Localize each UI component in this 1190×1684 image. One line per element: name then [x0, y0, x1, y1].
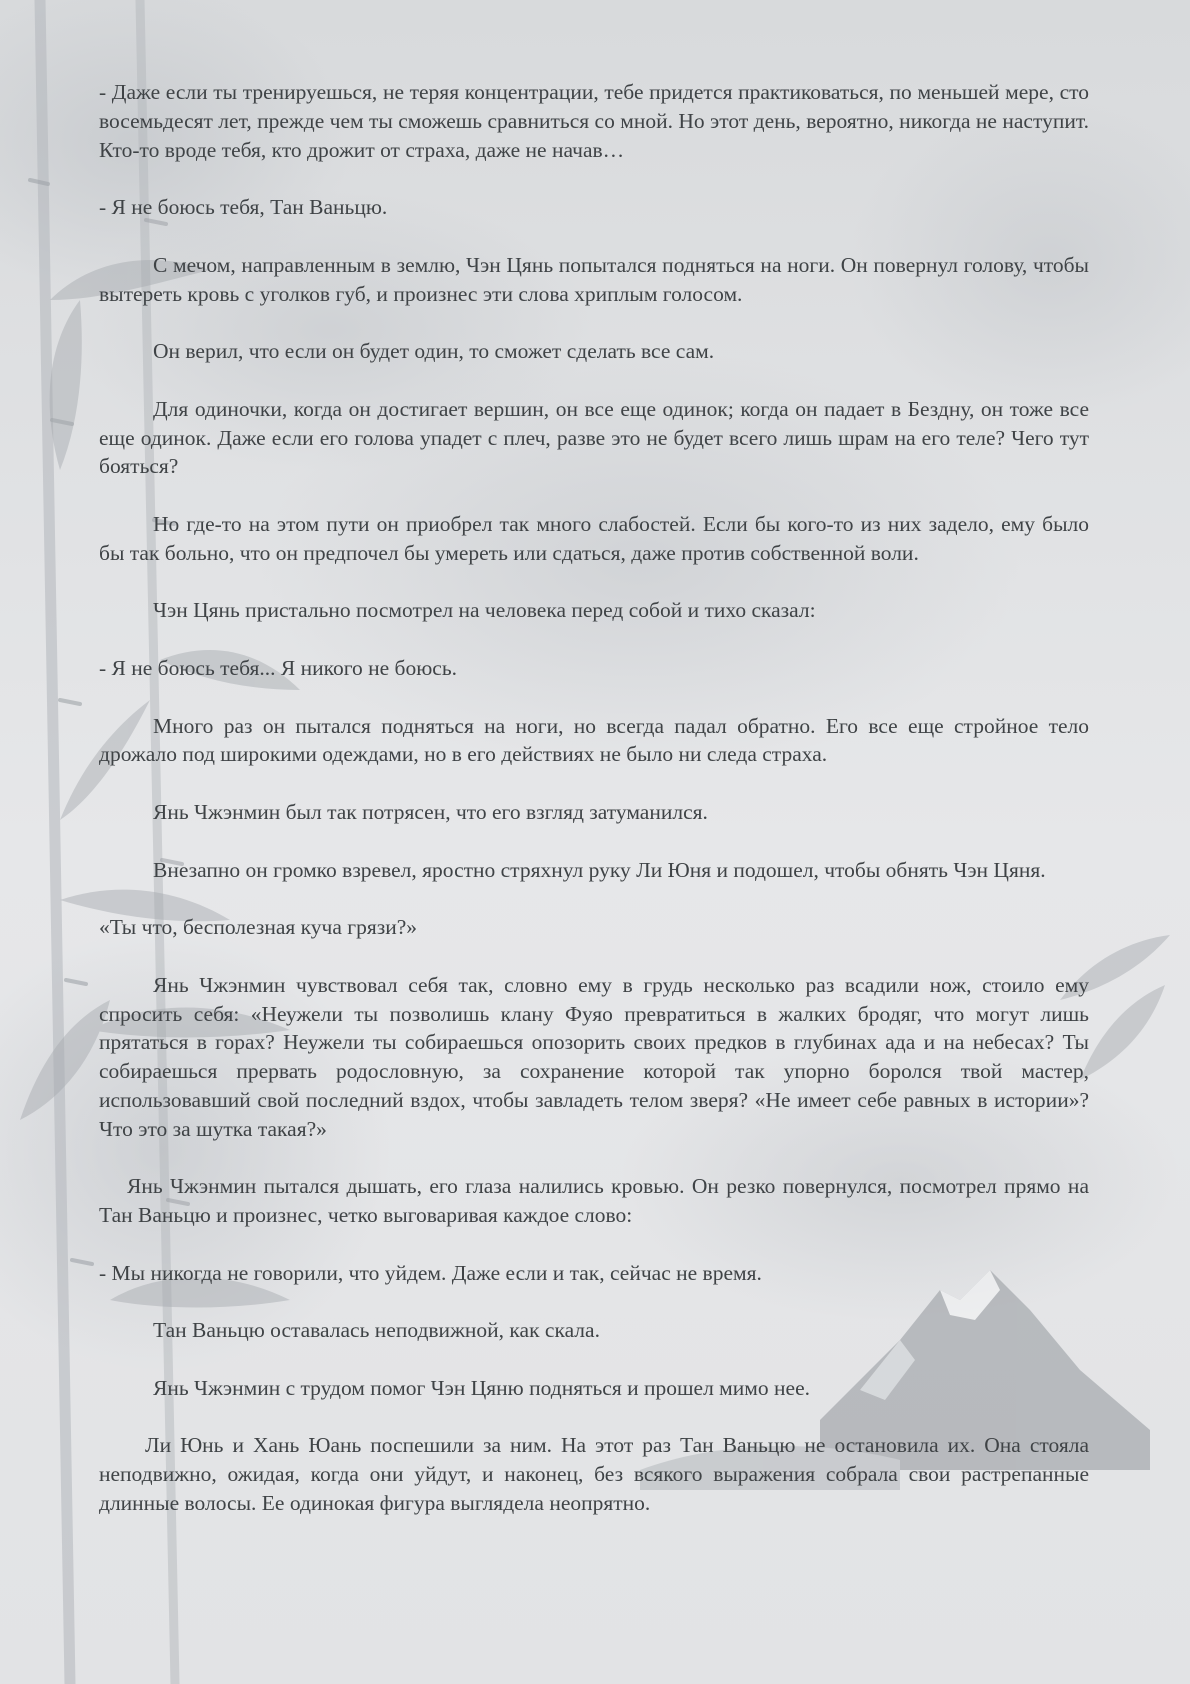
paragraph: Внезапно он громко взревел, яростно стряхнул руку Ли Юня и подошел, чтобы обнять Чэн Цяня.: [153, 857, 1046, 882]
paragraph: Янь Чжэнмин пытался дышать, его глаза налились кровью. Он резко повернулся, посмотрел прямо на Тан Ваньцю и произнес, четко выговаривая каждое слово:: [99, 1174, 1089, 1228]
document-body: [99, 78, 1089, 1547]
paragraph: Янь Чжэнмин с трудом помог Чэн Цяню подняться и прошел мимо нее.: [153, 1375, 810, 1400]
paragraph: «Ты что, бесполезная куча грязи?»: [99, 915, 418, 940]
paragraph: Янь Чжэнмин чувствовал себя так, словно ему в грудь несколько раз всадили нож, стоило ему спросить себя: «Неужели ты позволишь клану Фуяо превратиться в жалких бродяг, что могут лишь прятаться в горах? Неужели ты собираешься опозорить своих предков в глубинах ада и на небесах? Ты собираешься прервать родословную, за сохранение которой так упорно боролся твой мастер, использовавший свой последний вздох, чтобы завладеть телом зверя? «Не имеет себе равных в истории»? Что это за шутка такая?»: [99, 972, 1089, 1141]
paragraph: Для одиночки, когда он достигает вершин, он все еще одинок; когда он падает в Бездну, он тоже все еще одинок. Даже если его голова упадет с плеч, разве это не будет всего лишь шрам на его теле? Чего тут бояться?: [99, 396, 1089, 479]
paragraph: Ли Юнь и Хань Юань поспешили за ним. На этот раз Тан Ваньцю не остановила их. Она стояла неподвижно, ожидая, когда они уйдут, и наконец, без всякого выражения собрала свои растрепанные длинные волосы. Ее одинокая фигура выглядела неопрятно.: [99, 1433, 1089, 1516]
paragraph: - Даже если ты тренируешься, не теряя концентрации, тебе придется практиковаться, по меньшей мере, сто восемьдесят лет, прежде чем ты сможешь сравниться со мной. Но этот день, вероятно, никогда не наступит. Кто-то вроде тебя, кто дрожит от страха, даже не начав…: [99, 80, 1089, 162]
paragraph: Тан Ваньцю оставалась неподвижной, как скала.: [153, 1318, 600, 1343]
paragraph: Чэн Цянь пристально посмотрел на человека перед собой и тихо сказал:: [153, 598, 816, 623]
paragraph: - Я не боюсь тебя... Я никого не боюсь.: [99, 655, 458, 680]
paragraph: - Я не боюсь тебя, Тан Ваньцю.: [99, 195, 388, 220]
paragraph: - Мы никогда не говорили, что уйдем. Даже если и так, сейчас не время.: [99, 1260, 762, 1285]
paragraph: Но где-то на этом пути он приобрел так много слабостей. Если бы кого-то из них задело, ему было бы так больно, что он предпочел бы умереть или сдаться, даже против собственной воли.: [99, 511, 1089, 565]
paragraph: Янь Чжэнмин был так потрясен, что его взгляд затуманился.: [153, 799, 708, 824]
paragraph: С мечом, направленным в землю, Чэн Цянь попытался подняться на ноги. Он повернул голову, чтобы вытереть кровь с уголков губ, и произнес эти слова хриплым голосом.: [99, 252, 1089, 306]
paragraph: Много раз он пытался подняться на ноги, но всегда падал обратно. Его все еще стройное тело дрожало под широкими одеждами, но в его действиях не было ни следа страха.: [99, 713, 1089, 767]
paragraph: Он верил, что если он будет один, то сможет сделать все сам.: [153, 339, 715, 364]
